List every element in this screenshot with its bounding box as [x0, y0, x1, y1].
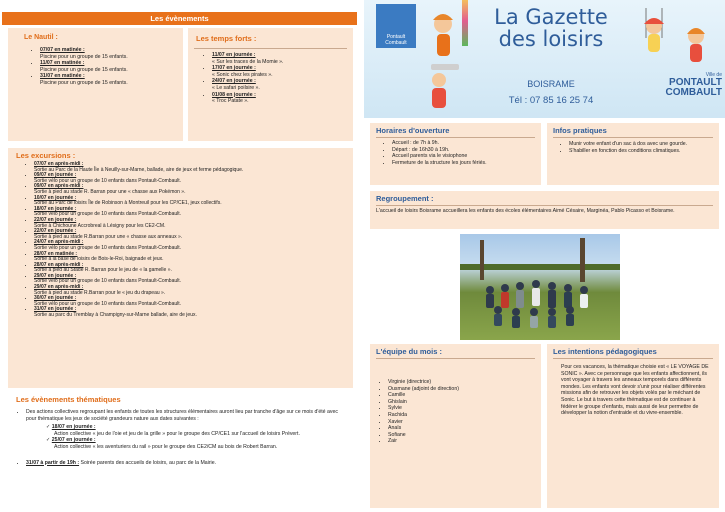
item-date: 09/07 en journée :	[34, 172, 77, 179]
list-item: • Fermeture de la structure les jours fériés.	[392, 160, 535, 167]
list-item: • S'habiller en fonction des conditions climatiques.	[569, 148, 713, 155]
item-date: 01/08 en journée :	[212, 91, 256, 98]
item-date: 11/07 en journée :	[212, 52, 256, 58]
item-date: 07/07 en après-midi :	[34, 161, 84, 167]
list-item: • Ousmane (adjoint de direction)	[388, 386, 535, 393]
list-item	[34, 296, 345, 307]
item-text: Action collective « jeu de l'oie et jeu de la grille » pour le groupe des CP/CE1 sur l'accueil de loisirs Prévert.	[54, 430, 300, 437]
infos-panel	[547, 123, 719, 185]
item-date: 22/07 en journée :	[34, 228, 77, 235]
list-item: • Départ : de 16h30 à 19h.	[392, 147, 535, 154]
item-text: Sortie à pied au stade R.Barran pour le « jeu du drapeau ».	[34, 289, 166, 296]
events-banner: Les évènements	[2, 12, 357, 25]
list-item: • Zair	[388, 438, 535, 445]
item-date: 24/07 en après-midi :	[34, 239, 84, 246]
gazette-title: La Gazette des loisirs	[494, 5, 608, 51]
item-date: 11/07 en matinée :	[40, 60, 85, 67]
kids-right-illustration	[626, 8, 718, 70]
list-item: • Sofiane	[388, 432, 535, 439]
thematic-panel	[8, 393, 353, 508]
list-item	[212, 65, 347, 78]
intentions-text: Pour ces vacances, la thématique choisie est « LE VOYAGE DE SONIC ». Avec ce personnage que les enfants affectionnent, ils vont voyager à travers les anneaux temporels dans différents mondes. Les enfants vont devoir s'unir pour réaliser différentes missions afin de retrouver les objets volés par le méchant de Sonic. Le but à travers cette thématique est de continuer à fédérer le groupe d'enfants, mais aussi de leur permettre de développer la notion d'entraide et du vivre-ensemble.	[561, 364, 709, 417]
excursions-list	[16, 162, 345, 319]
item-text: Sortie au Parc de loisirs Île de Robinson à Montreuil pour les CP/CE1, jeux collectifs.	[34, 200, 222, 207]
excursions-title: Les excursions :	[16, 151, 76, 160]
nautil-title: Le Nautil :	[24, 34, 58, 41]
item-text: Piscine pour un groupe de 15 enfants.	[40, 66, 128, 73]
list-item: • Xavier	[388, 419, 535, 426]
intentions-title: Les intentions pédagogiques	[553, 347, 657, 356]
item-date: 25/07 en journée :	[51, 437, 96, 444]
list-item	[34, 218, 345, 229]
item-text: Sortie à pied au stade R. Barran pour une « chasse aux Pokémon ».	[34, 188, 186, 195]
item-text: « Troc Patate ».	[212, 98, 249, 105]
item-text: Sortie au Parc de la Haute Île à Neuilly-sur-Marne, ballade, aire de jeux et ferme pédagogique.	[34, 166, 244, 173]
item-date: 10/07 en journée :	[34, 194, 77, 201]
item-date: 24/07 en journée :	[212, 78, 256, 85]
nautil-panel	[8, 28, 183, 141]
item-date: 09/07 en après-midi :	[34, 183, 84, 190]
thematic-sub-item: ✓ 18/07 en journée : Action collective « jeu de l'oie et jeu de la grille » pour le groupe des CP/CE1 sur l'accueil de loisirs Prévert.	[46, 424, 300, 437]
item-text: Sortie vélo pour un groupe de 10 enfants dans Pontault-Combault.	[34, 300, 182, 307]
list-item: • Ghislain	[388, 399, 535, 406]
left-page	[2, 0, 357, 512]
equipe-title: L'équipe du mois :	[376, 347, 442, 356]
item-date: 07/07 en matinée :	[40, 47, 85, 53]
list-item: • Camille	[388, 392, 535, 399]
item-text: « Sur les traces de la Momie ».	[212, 58, 284, 65]
list-item	[212, 92, 347, 105]
infos-title: Infos pratiques	[553, 126, 607, 135]
item-text: Sortie vélo pour un groupe de 10 enfants dans Pontault-Combault.	[34, 177, 182, 184]
equipe-panel	[370, 344, 541, 508]
right-page	[364, 0, 725, 512]
list-item: • Virginie (directrice)	[388, 379, 535, 386]
list-item: • Rachida	[388, 412, 535, 419]
list-item	[40, 73, 177, 86]
item-text: « Sonic chez les pirates ».	[212, 71, 273, 78]
list-item	[34, 196, 345, 207]
list-item	[34, 307, 345, 318]
item-date: 28/07 en après-midi :	[34, 261, 84, 268]
item-text: Sortie à la base de loisirs de Bois-le-Roi, baignade et jeux.	[34, 256, 164, 263]
item-date: 28/07 en matinée :	[34, 250, 78, 257]
list-item	[34, 207, 345, 218]
regroupement-panel	[370, 191, 719, 229]
item-date: 17/07 en journée :	[212, 65, 256, 72]
item-text: Sortie au parc du Tremblay à Champigny-sur-Marne ballade, aire de jeux.	[34, 312, 197, 319]
list-item	[34, 184, 345, 195]
horaires-panel	[370, 123, 541, 185]
list-item	[34, 240, 345, 251]
item-text: Sortie à pied au stade R.Barran pour une « chasse aux anneaux ».	[34, 233, 183, 240]
ville-logo: Ville de PONTAULT COMBAULT	[665, 72, 722, 98]
pontault-logo-left: Pontault Combault	[376, 4, 416, 48]
item-text: « Le safari poilsire ».	[212, 84, 260, 91]
item-date: 30/07 en journée :	[34, 295, 77, 302]
item-date: 18/07 en journée :	[51, 424, 96, 431]
list-item: • Sylvie	[388, 405, 535, 412]
list-item: • Accueil parents via le visiophone	[392, 153, 535, 160]
list-item: • Munir votre enfant d'un sac à dos avec une gourde.	[569, 141, 713, 148]
group-photo	[460, 234, 620, 340]
list-item	[34, 285, 345, 296]
thematic-final: • 31/07 à partir de 19h : Soirée parents des accueils de loisirs, au parc de la Mairie.	[26, 460, 345, 467]
excursions-panel	[8, 148, 353, 388]
item-text: Sortie vélo pour un groupe de 10 enfants dans Pontault-Combault.	[34, 244, 182, 251]
intentions-panel	[547, 344, 719, 508]
temps-forts-panel	[188, 28, 353, 141]
header-banner	[364, 0, 725, 118]
list-item	[34, 263, 345, 274]
temps-forts-list	[194, 52, 347, 105]
structure-name: BOISRAME	[527, 79, 575, 89]
item-date: 22/07 en journée :	[34, 216, 77, 223]
item-text: Sortie vélo pour un groupe de 10 enfants dans Pontault-Combault.	[34, 278, 182, 285]
item-text: Piscine pour un groupe de 15 enfants.	[40, 53, 128, 60]
regroupement-title: Regroupement :	[376, 194, 434, 203]
item-text: Sortie à pied au Stade R. Barran pour le jeu de « la gamelle ».	[34, 267, 172, 274]
regroupement-text: L'accueil de loisirs Boisrame accueillera les enfants des écoles élémentaires Aimé Césaire, Marginéa, Pablo Picasso et Boisrame.	[376, 208, 675, 214]
nautil-list	[14, 47, 177, 87]
item-text: Piscine pour un groupe de 15 enfants.	[40, 79, 128, 86]
item-date: 18/07 en journée :	[34, 205, 77, 212]
item-text: Sortie à Chichoune Accrobreal à Lésigny pour les CE2-CM.	[34, 222, 166, 229]
kids-left-illustration	[419, 2, 467, 112]
item-date: 29/07 en après-midi :	[34, 284, 84, 291]
thematic-title: Les évènements thématiques	[16, 395, 121, 404]
temps-forts-title: Les temps forts :	[196, 34, 257, 43]
balloon-string-decoration	[462, 0, 468, 46]
list-item	[212, 78, 347, 91]
thematic-intro: • Des actions collectives regroupant les enfants de toutes les structures élémentaires auront lieu par tranche d'âge sur ce mois d'été avec pour thématique les jeux de société grandeurs nature aux dates suivantes : ✓ 18/07 en journée : Action collective « jeu de l'oie et jeu de la grille » pour le groupe des CP/CE1 sur l'accueil de loisirs Prévert. ✓ 25/07 en journée : Action collective « les aventuriers du rail » pour le groupe des CE2/CM au bois de Robert Barran.	[26, 409, 345, 451]
item-date: 29/07 en journée :	[34, 272, 77, 279]
item-date: 31/07 en journée :	[34, 306, 77, 313]
thematic-sub-item: ✓ 25/07 en journée : Action collective « les aventuriers du rail » pour le groupe des CE2/CM au bois de Robert Barran.	[46, 437, 278, 450]
list-item	[212, 52, 347, 65]
list-item	[40, 47, 177, 60]
item-date: 31/07 en matinée :	[40, 73, 85, 80]
item-text: Action collective « les aventuriers du rail » pour le groupe des CE2/CM au bois de Robert Barran.	[54, 443, 278, 450]
list-item: • Accueil : de 7h à 9h.	[392, 140, 535, 147]
horaires-title: Horaires d'ouverture	[376, 126, 450, 135]
list-item	[40, 60, 177, 73]
item-text: Sortie vélo pour un groupe de 10 enfants dans Pontault-Combault.	[34, 211, 182, 218]
phone: Tél : 07 85 16 25 74	[508, 95, 594, 106]
list-item	[34, 162, 345, 173]
list-item: • Anaïs	[388, 425, 535, 432]
